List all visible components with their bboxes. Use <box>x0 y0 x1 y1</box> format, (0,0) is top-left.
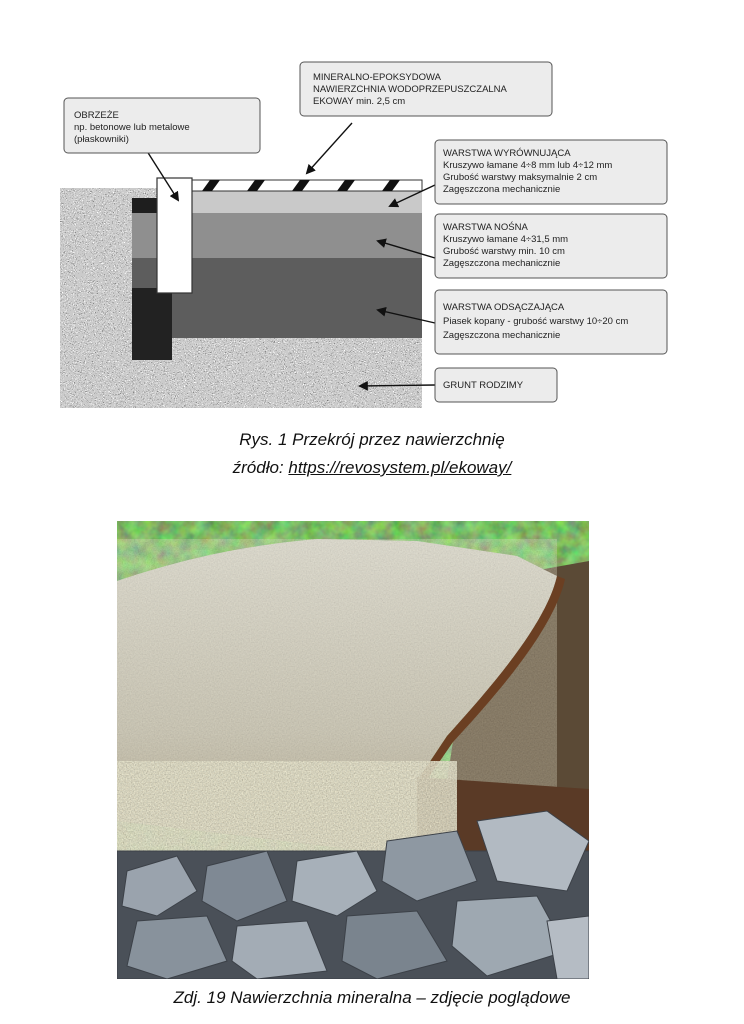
callout-leveling-line1: WARSTWA WYRÓWNUJĄCA <box>443 148 571 159</box>
callout-surface <box>300 62 552 116</box>
photo-caption: Zdj. 19 Nawierzchnia mineralna – zdjęcie poglądowe <box>173 988 571 1007</box>
callout-leveling-line2: Kruszywo łamane 4÷8 mm lub 4÷12 mm <box>443 160 613 171</box>
callout-bearing-line3: Grubość warstwy min. 10 cm <box>443 246 565 257</box>
callout-edge <box>64 98 260 153</box>
source-link[interactable]: https://revosystem.pl/ekoway/ <box>288 458 512 477</box>
source-prefix: źródło: <box>232 458 289 477</box>
callout-soil <box>435 368 557 402</box>
callout-edge-line3: (płaskowniki) <box>74 134 129 145</box>
callout-drainage-line1: WARSTWA ODSĄCZAJĄCA <box>443 302 565 313</box>
callout-bearing <box>435 214 667 278</box>
pathway-photo <box>117 521 589 979</box>
callout-soil-line1: GRUNT RODZIMY <box>443 380 524 391</box>
figure-caption: Rys. 1 Przekrój przez nawierzchnię <box>239 430 505 449</box>
callout-bearing-line2: Kruszywo łamane 4÷31,5 mm <box>443 234 569 245</box>
callout-drainage-line3: Zagęszczona mechanicznie <box>443 330 561 341</box>
cross-section-diagram <box>60 48 690 413</box>
edge-base-cover <box>132 288 172 360</box>
callout-surface-line2: NAWIERZCHNIA WODOPRZEPUSZCZALNA <box>313 84 507 95</box>
callout-drainage <box>435 290 667 354</box>
callout-edge-line1: OBRZEŻE <box>74 110 119 121</box>
figure-source <box>0 458 744 478</box>
callout-leveling-line4: Zagęszczona mechanicznie <box>443 184 561 195</box>
callout-drainage-line2: Piasek kopany - grubość warstwy 10÷20 cm <box>443 316 629 327</box>
callout-surface-line3: EKOWAY min. 2,5 cm <box>313 96 406 107</box>
callout-bearing-line4: Zagęszczona mechanicznie <box>443 258 561 269</box>
callout-edge-line2: np. betonowe lub metalowe <box>74 122 190 133</box>
callout-leveling-line3: Grubość warstwy maksymalnie 2 cm <box>443 172 598 183</box>
callout-bearing-line1: WARSTWA NOŚNA <box>443 222 528 233</box>
callout-leveling <box>435 140 667 204</box>
callout-surface-line1: MINERALNO-EPOKSYDOWA <box>313 72 441 83</box>
leveling-layer <box>172 191 422 213</box>
